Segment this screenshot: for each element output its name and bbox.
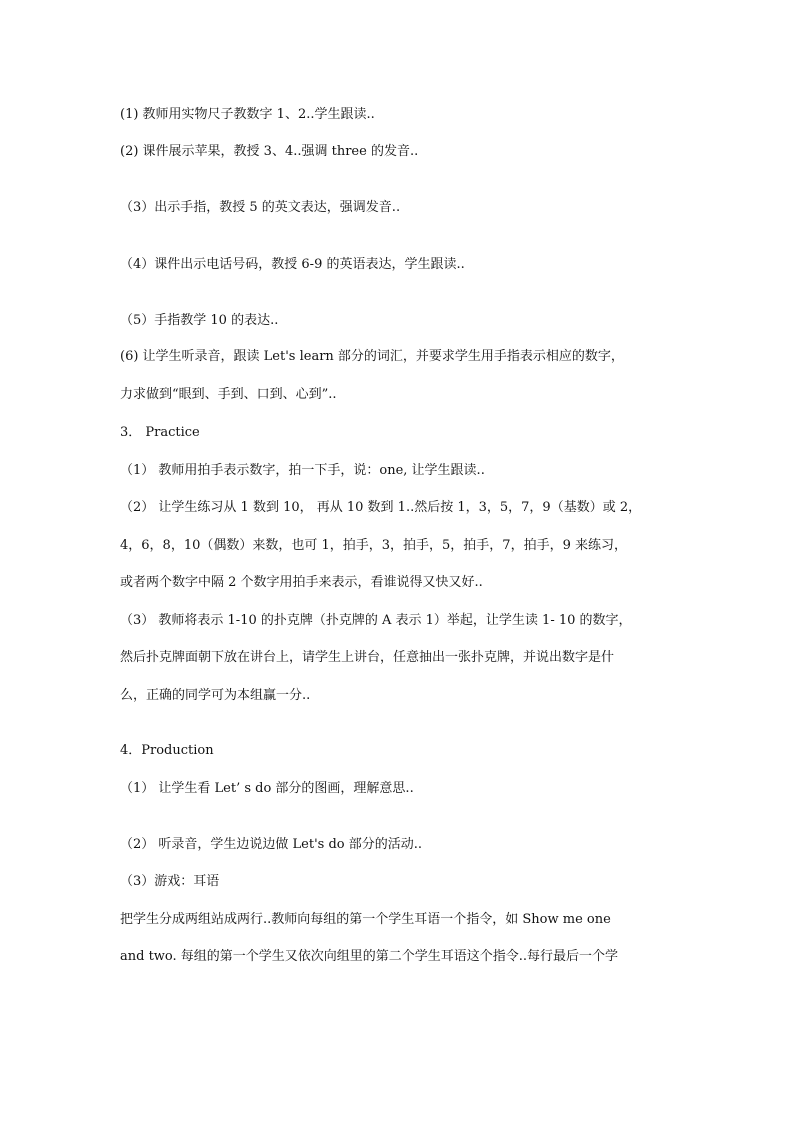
production-game-line-cont: and two. 每组的第一个学生又依次向组里的第二个学生耳语这个指令..每行最后一个学 (120, 949, 619, 964)
step-6-line-cont: 力求做到“眼到、手到、口到、心到”.. (120, 387, 337, 402)
practice-2-line-cont-1: 4，6，8，10（偶数）来数，也可 1，拍手，3，拍手，5，拍手，7，拍手，9 来练习， (120, 538, 627, 553)
practice-3-line-cont-2: 么，正确的同学可为本组赢一分.. (120, 688, 311, 703)
practice-3-line-cont-1: 然后扑克牌面朝下放在讲台上，请学生上讲台，任意抽出一张扑克牌，并说出数字是什 (120, 650, 615, 665)
practice-2-line: （2） 让学生练习从 1 数到 10， 再从 10 数到 1..然后按 1，3，5，7，9（基数）或 2， (120, 500, 642, 515)
section-practice-heading: 3． Practice (120, 425, 200, 440)
production-3-line: （3）游戏：耳语 (120, 874, 220, 889)
practice-3-line: （3） 教师将表示 1-10 的扑克牌（扑克牌的 A 表示 1）举起，让学生读 1- 10 的数字， (120, 613, 632, 628)
step-1-line: (1) 教师用实物尺子教数字 1、2..学生跟读.. (120, 107, 375, 122)
step-2-line: (2) 课件展示苹果，教授 3、4..强调 three 的发音.. (120, 144, 419, 159)
step-5-line: （5）手指教学 10 的表达.. (120, 313, 279, 328)
production-1-line: （1） 让学生看 Let’ s do 部分的图画，理解意思.. (120, 781, 414, 796)
section-production-heading: 4．Production (120, 743, 214, 758)
step-4-line: （4）课件出示电话号码，教授 6-9 的英语表达，学生跟读.. (120, 257, 465, 272)
step-3-line: （3）出示手指，教授 5 的英文表达，强调发音.. (120, 200, 401, 215)
practice-1-line: （1） 教师用拍手表示数字，拍一下手，说：one, 让学生跟读.. (120, 463, 485, 478)
production-game-line: 把学生分成两组站成两行..教师向每组的第一个学生耳语一个指令，如 Show me one (120, 912, 611, 927)
practice-2-line-cont-2: 或者两个数字中隔 2 个数字用拍手来表示，看谁说得又快又好.. (120, 575, 483, 590)
production-2-line: （2） 听录音，学生边说边做 Let's do 部分的活动.. (120, 837, 423, 852)
step-6-line: (6) 让学生听录音，跟读 Let's learn 部分的词汇，并要求学生用手指表示相应的数字， (120, 349, 624, 364)
